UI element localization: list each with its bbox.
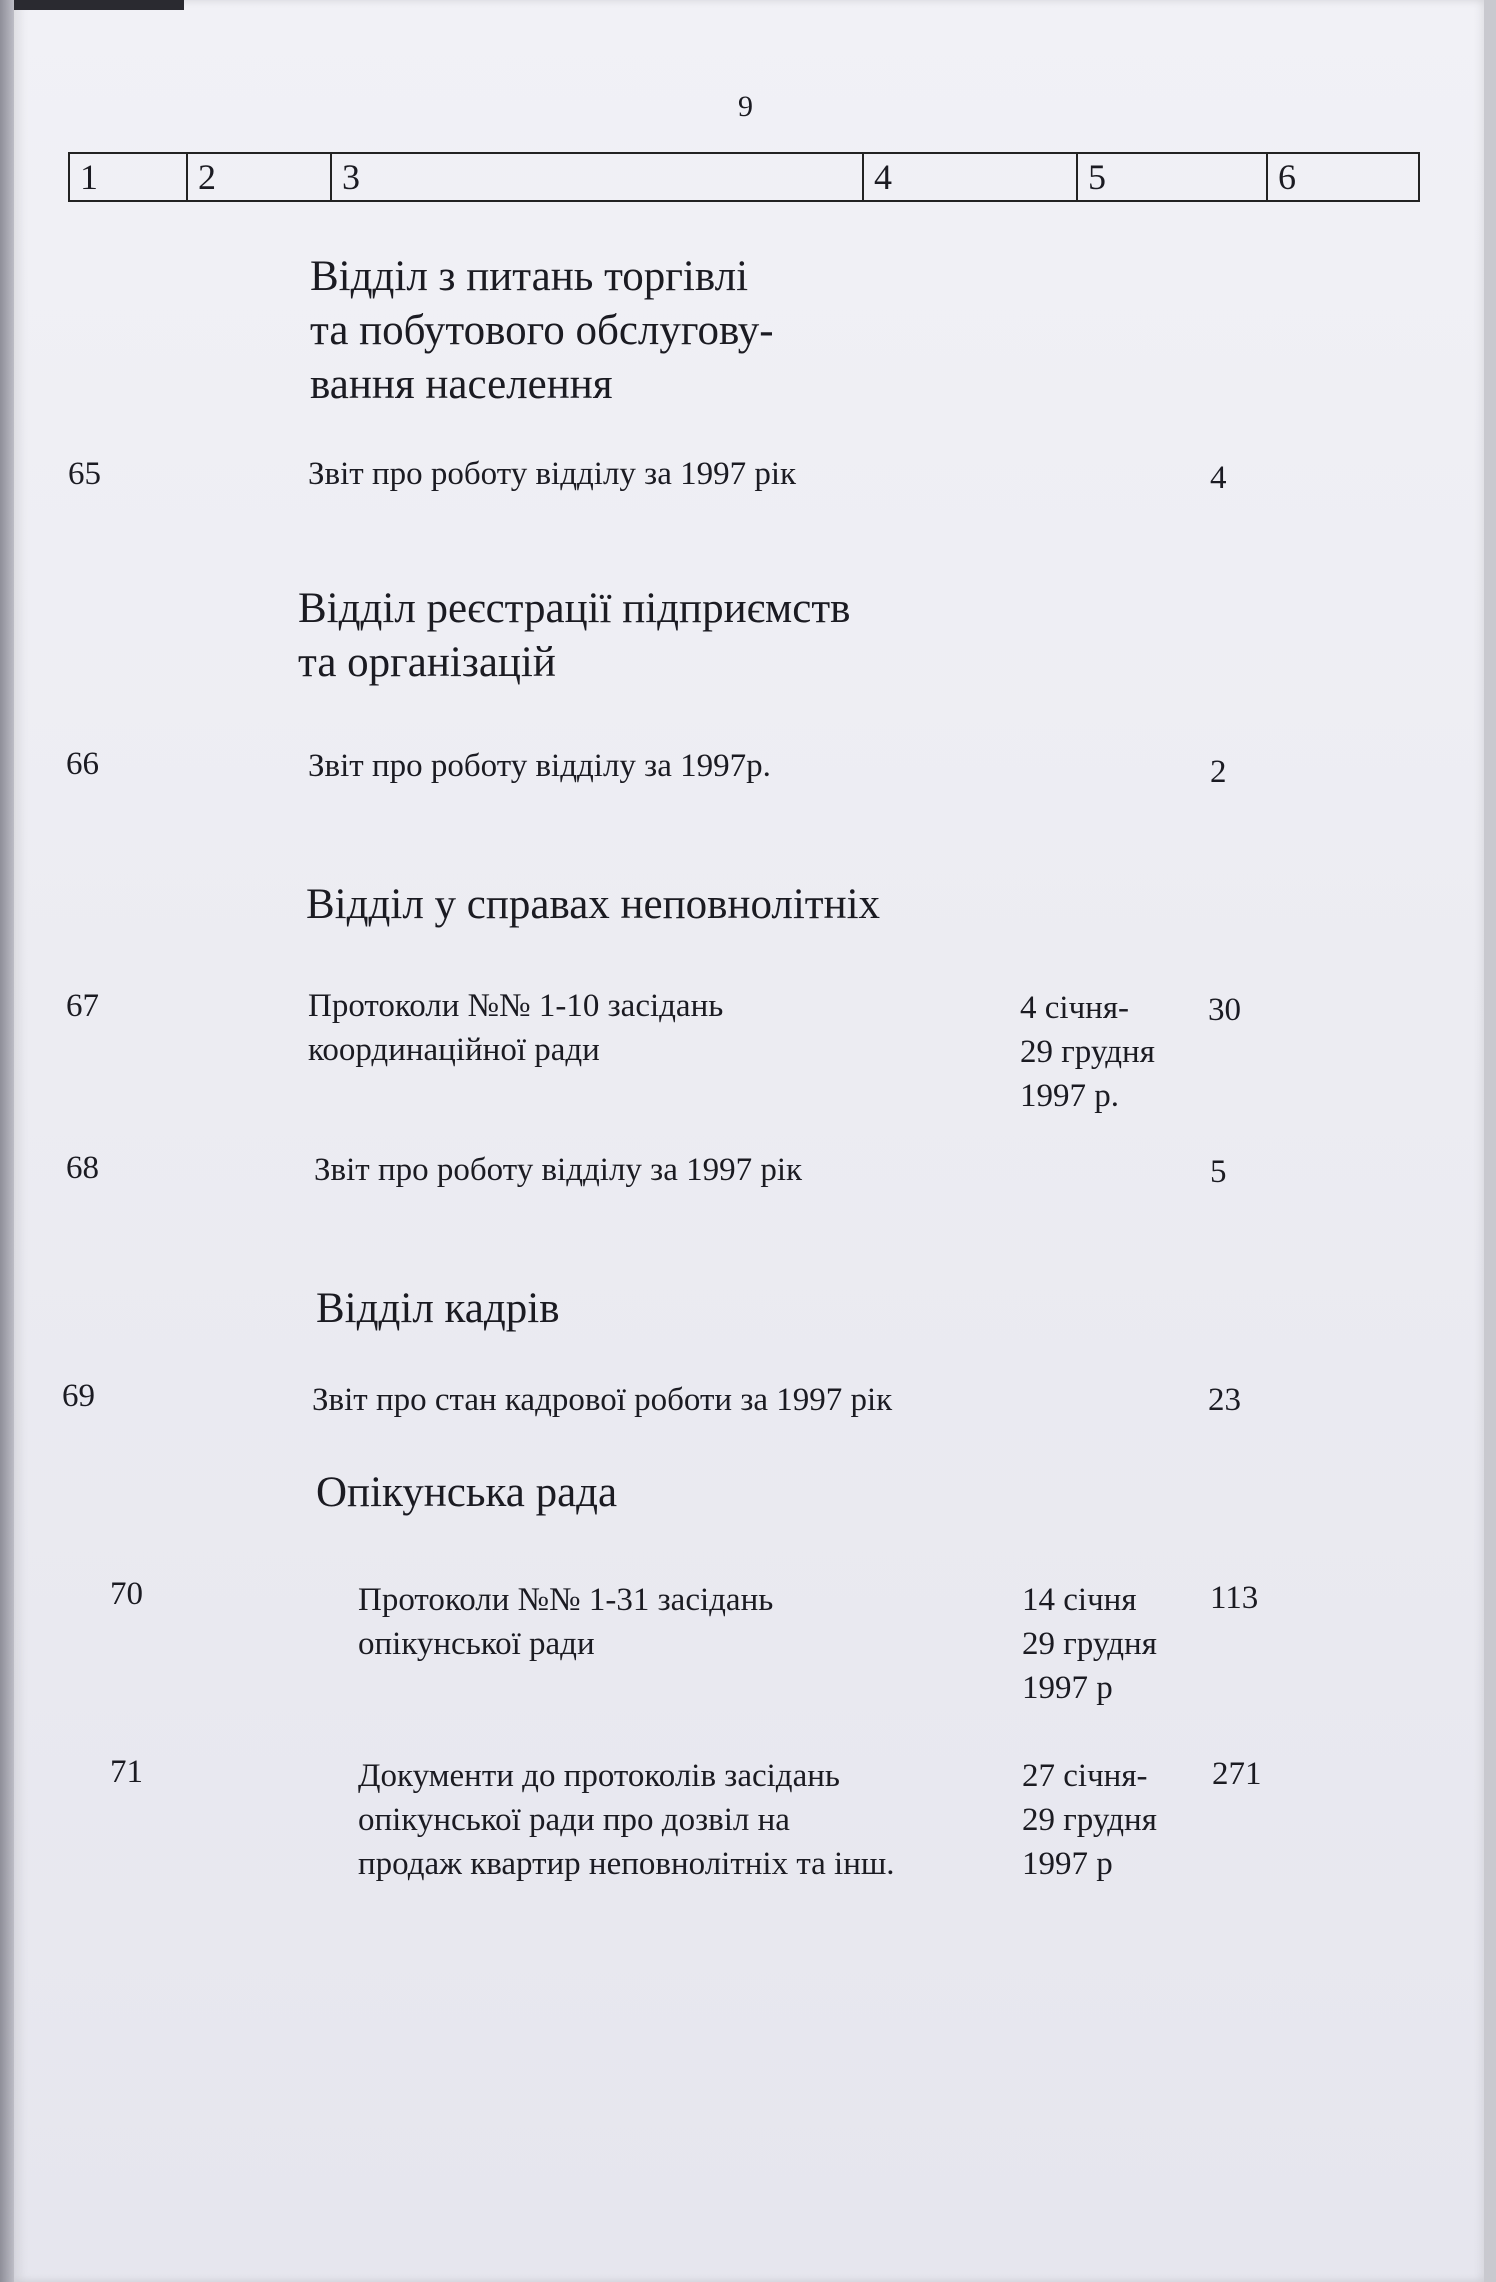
column-header-1: 1 xyxy=(80,157,98,197)
entry-title: Звіт про роботу відділу за 1997 рік xyxy=(308,456,797,492)
entry-title: Звіт про роботу відділу за 1997 рік xyxy=(314,1152,803,1188)
entry-number: 65 xyxy=(68,456,101,492)
entry-title: Звіт про стан кадрової роботи за 1997 рік xyxy=(312,1382,893,1418)
section-heading: Опікунська рада xyxy=(316,1469,618,1516)
entry-page-count: 23 xyxy=(1208,1382,1241,1418)
column-header-table xyxy=(68,152,1420,202)
section-heading: Відділ з питань торгівлі та побутового обслугову- вання населення xyxy=(310,253,774,408)
column-header-5: 5 xyxy=(1076,154,1266,200)
entry-title: Звіт про роботу відділу за 1997р. xyxy=(308,748,771,784)
page-number: 9 xyxy=(738,90,753,123)
section-heading: Відділ кадрів xyxy=(316,1285,560,1332)
entry-dates: 27 січня- 29 грудня 1997 р xyxy=(1022,1758,1157,1882)
entry-number: 71 xyxy=(110,1754,143,1790)
scan-corner-shadow xyxy=(14,0,184,10)
entry-title: Протоколи №№ 1-31 засідань опікунської ради xyxy=(358,1582,774,1662)
column-header-3: 3 xyxy=(330,154,862,200)
entry-page-count: 5 xyxy=(1210,1154,1227,1190)
entry-title: Документи до протоколів засідань опікунської ради про дозвіл на продаж квартир неповнолітніх та інш. xyxy=(358,1758,895,1882)
entry-page-count: 4 xyxy=(1210,460,1227,496)
entry-page-count: 2 xyxy=(1210,754,1227,790)
entry-title: Протоколи №№ 1-10 засідань координаційної ради xyxy=(308,988,724,1068)
entry-number: 70 xyxy=(110,1576,143,1612)
column-header-4: 4 xyxy=(862,154,1076,200)
entry-page-count: 271 xyxy=(1212,1756,1262,1792)
entry-number: 69 xyxy=(62,1378,95,1414)
page-left-edge xyxy=(0,0,14,2282)
entry-page-count: 113 xyxy=(1210,1580,1259,1616)
entry-page-count: 30 xyxy=(1208,992,1241,1028)
column-header-2: 2 xyxy=(186,154,330,200)
column-header-6: 6 xyxy=(1266,154,1418,200)
section-heading: Відділ у справах неповнолітніх xyxy=(306,881,881,928)
entry-number: 68 xyxy=(66,1150,99,1186)
entry-number: 66 xyxy=(66,746,99,782)
entry-number: 67 xyxy=(66,988,99,1024)
entry-dates: 4 січня- 29 грудня 1997 р. xyxy=(1020,990,1155,1114)
entry-dates: 14 січня 29 грудня 1997 р xyxy=(1022,1582,1157,1706)
section-heading: Відділ реєстрації підприємств та організацій xyxy=(298,585,851,686)
document-page xyxy=(14,0,1484,2282)
